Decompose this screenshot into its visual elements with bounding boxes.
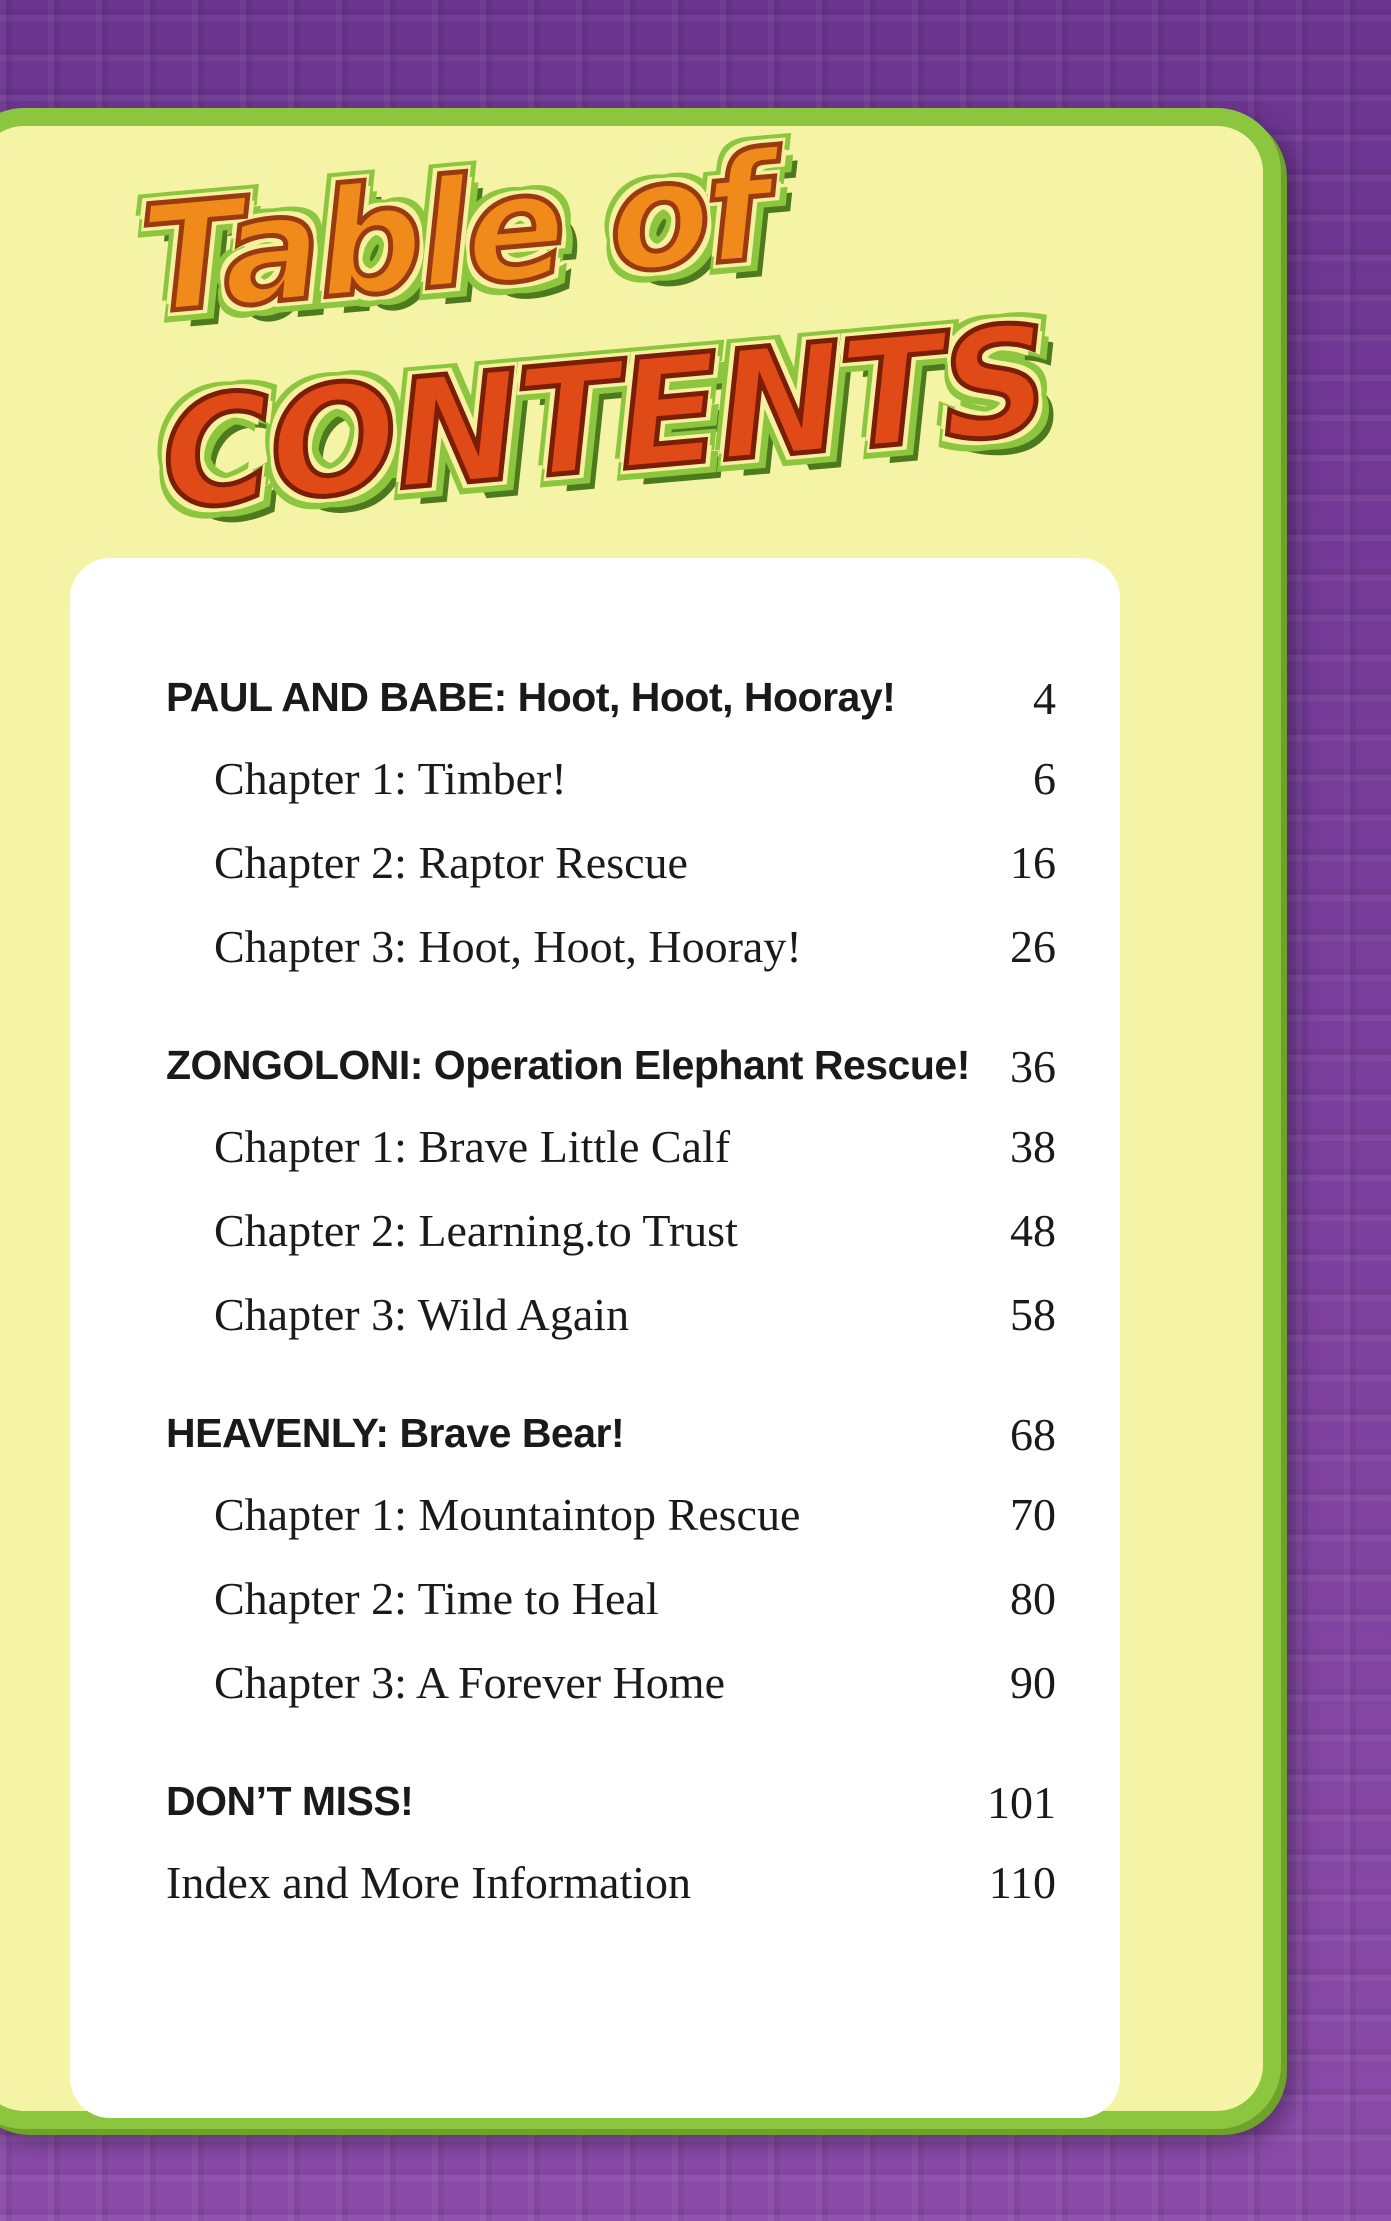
page-number: 36	[1010, 1041, 1056, 1092]
spacer	[166, 1372, 1056, 1404]
section-heading[interactable]	[166, 1404, 1056, 1488]
chapter-title: Chapter 2: Time to Heal	[214, 1573, 659, 1624]
spacer	[166, 1004, 1056, 1036]
page-number: 70	[1010, 1489, 1056, 1540]
logo-line-2: CONTENTS	[154, 293, 1055, 544]
chapter-entry[interactable]	[166, 1572, 1056, 1656]
page-number: 6	[1033, 753, 1056, 804]
section-title: PAUL AND BABE: Hoot, Hoot, Hooray!	[166, 674, 896, 720]
table-of-contents-logo	[110, 121, 1070, 595]
page-number: 101	[987, 1777, 1056, 1828]
chapter-title: Chapter 1: Brave Little Calf	[214, 1121, 731, 1172]
page-number: 90	[1010, 1657, 1056, 1708]
spacer	[166, 1740, 1056, 1772]
chapter-entry[interactable]	[166, 1204, 1056, 1288]
chapter-title: Chapter 1: Timber!	[214, 753, 567, 804]
page-number: 68	[1010, 1409, 1056, 1460]
index-entry[interactable]	[166, 1856, 1056, 1940]
page-number: 48	[1010, 1205, 1056, 1256]
chapter-title: Chapter 1: Mountaintop Rescue	[214, 1489, 801, 1540]
chapter-title: Chapter 3: Wild Again	[214, 1289, 630, 1340]
section-title: DON’T MISS!	[166, 1778, 414, 1824]
chapter-entry[interactable]	[166, 836, 1056, 920]
page-number: 16	[1010, 837, 1056, 888]
page-number: 80	[1010, 1573, 1056, 1624]
chapter-title: Chapter 3: Hoot, Hoot, Hooray!	[214, 921, 802, 972]
page-number: 58	[1010, 1289, 1056, 1340]
section-title: ZONGOLONI: Operation Elephant Rescue!	[166, 1042, 970, 1088]
chapter-entry[interactable]	[166, 920, 1056, 1004]
section-heading[interactable]	[166, 668, 1056, 752]
index-title: Index and More Information	[166, 1857, 692, 1908]
page-number: 26	[1010, 921, 1056, 972]
page-number: 38	[1010, 1121, 1056, 1172]
chapter-title: Chapter 2: Raptor Rescue	[214, 837, 688, 888]
page-number: 110	[988, 1857, 1056, 1908]
chapter-entry[interactable]	[166, 1488, 1056, 1572]
chapter-title: Chapter 2: Learning.to Trust	[214, 1205, 738, 1256]
chapter-entry[interactable]	[166, 1120, 1056, 1204]
chapter-entry[interactable]	[166, 1656, 1056, 1740]
section-title: HEAVENLY: Brave Bear!	[166, 1410, 625, 1456]
page-number: 4	[1033, 673, 1056, 724]
section-heading-dont-miss[interactable]	[166, 1772, 1056, 1856]
chapter-entry[interactable]	[166, 752, 1056, 836]
logo-line-1: Table of	[135, 121, 774, 348]
section-heading[interactable]	[166, 1036, 1056, 1120]
chapter-entry[interactable]	[166, 1288, 1056, 1372]
chapter-title: Chapter 3: A Forever Home	[214, 1657, 726, 1708]
table-of-contents	[166, 668, 1056, 1940]
